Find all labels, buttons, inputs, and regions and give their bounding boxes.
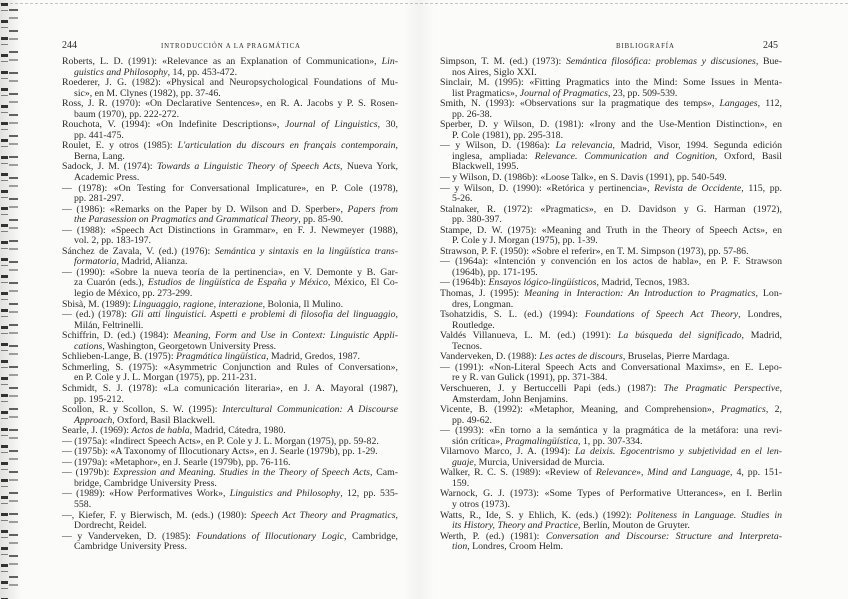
- entry-text: —, Kiefer, F. y Bierwisch, M. (eds.) (1980):: [62, 509, 251, 521]
- bibliography-entry: [62, 162, 398, 183]
- entry-italic-title: Semántica y sintaxis en la lingüística trans-: [214, 245, 398, 257]
- entry-text: Stalnaker, R. (1972): «Pragmatics», en D. Davidson y G. Harman (1972),: [440, 203, 782, 215]
- entry-italic-title: Politeness in Language. Studies in: [636, 509, 783, 521]
- entry-text: , Lon-: [755, 288, 782, 300]
- entry-text: — (1978): «On Testing for Conversational Implicature», en P. Cole (1978),: [62, 182, 398, 194]
- entry-text: , 30,: [377, 119, 398, 131]
- entry-text: , Oxford, Basil Blackwell.: [112, 414, 216, 426]
- bibliography-entry: [62, 57, 398, 78]
- entry-italic-title: Semántica filosófica: problemas y discusiones: [565, 56, 756, 67]
- bibliography-entry: [440, 141, 782, 173]
- entry-italic-title: Estudios de lingüística de España y México: [147, 277, 328, 289]
- entry-text: — (1991): «Non-Literal Speech Acts and Conversational Maxims», en E. Lepo-: [440, 361, 782, 373]
- bibliography-entry: [440, 57, 782, 78]
- entry-italic-title: its History, Theory and Practice: [452, 520, 578, 532]
- entry-text: , 2,: [765, 404, 783, 416]
- entry-italic-title: Les actes de discours: [539, 351, 623, 363]
- entry-italic-title: Relevance. Communication and Cognition: [534, 150, 715, 162]
- entry-italic-title: Foundations of Speech Act Theory: [584, 309, 739, 321]
- entry-text: »,: [636, 467, 648, 479]
- entry-text: 558.: [74, 498, 92, 510]
- entry-text: — (1975a): «Indirect Speech Acts», en P. Cole y J. L. Morgan (1975), pp. 59-82.: [62, 435, 379, 447]
- entry-italic-title: Papers from: [347, 203, 398, 215]
- page-number: 244: [62, 40, 77, 51]
- entry-text: 159.: [452, 477, 470, 489]
- entry-text: Werth, P. (ed.) (1981):: [440, 530, 546, 542]
- entry-text: , Bue-: [755, 56, 782, 67]
- entry-italic-title: L'articulation du discours en français contemporain: [177, 140, 396, 152]
- entry-italic-title: The Pragmatic Perspective: [663, 382, 780, 394]
- entry-text: — y Wilson, D. (1986a):: [440, 140, 556, 152]
- entry-italic-title: La relevancia: [555, 140, 613, 152]
- entry-text: — (1986): «Remarks on the Paper by D. Wilson and D. Sperber»,: [62, 203, 348, 215]
- entry-italic-title: Journal of Linguistics: [285, 119, 378, 131]
- entry-text: — (1979a): «Metaphor», en J. Searle (1979b), pp. 76-116.: [62, 456, 291, 468]
- entry-italic-title: Pragmalingüística: [505, 435, 578, 447]
- entry-text: Berna, Lang.: [74, 150, 125, 162]
- bibliography-entry: [440, 257, 782, 278]
- entry-text: , Madrid, Gredos, 1987.: [266, 351, 360, 363]
- bibliography-entry: [440, 426, 782, 447]
- entry-text: pp. 441-475.: [74, 129, 124, 141]
- entry-line: [440, 331, 782, 342]
- entry-text: 5-26.: [452, 193, 473, 205]
- entry-text: pp. 26-38.: [452, 108, 493, 120]
- entry-text: Stampe, D. W. (1975): «Meaning and Truth in the Theory of Speech Acts», en: [440, 224, 782, 236]
- bibliography-entry: [440, 78, 782, 99]
- entry-text: baum (1970), pp. 222-272.: [74, 108, 180, 120]
- binding-bleed-marks: [1, 0, 8, 599]
- entry-text: — (1979b):: [62, 467, 114, 479]
- entry-text: Amsterdam, John Benjamins.: [452, 393, 568, 405]
- entry-text: , Nueva York,: [340, 161, 398, 173]
- bibliography-entry: [62, 310, 398, 331]
- entry-line: [62, 542, 398, 553]
- entry-text: pp. 195-212.: [74, 393, 124, 405]
- entry-text: Schlieben-Lange, B. (1975):: [62, 351, 176, 363]
- bibliography-entry: [440, 226, 782, 247]
- entry-text: Rouchota, V. (1994): «On Indefinite Descriptions»,: [62, 119, 286, 131]
- entry-text: Routledge.: [452, 319, 495, 331]
- entry-text: inglesa, ampliada:: [452, 150, 535, 162]
- entry-text: nos Aires, Siglo XXI.: [452, 66, 537, 78]
- entry-text: , 14, pp. 453-472.: [167, 66, 238, 78]
- entry-text: — (1990): «Sobre la nueva teoría de la pertinencia», en V. Demonte y B. Gar-: [62, 266, 398, 278]
- entry-text: , Bruselas, Pierre Mardaga.: [622, 351, 730, 363]
- entry-text: pp. 281-297.: [74, 193, 124, 205]
- entry-text: , Murcia, Universidad de Murcia.: [473, 456, 605, 468]
- entry-text: — y Wilson, D. (1990): «Retórica y pertinencia»,: [440, 182, 655, 194]
- entry-text: Walker, R. C. S. (1989): «Review of: [440, 467, 596, 479]
- entry-text: Scollon, R. y Scollon, S. W. (1995):: [62, 404, 223, 416]
- page-number: 245: [763, 40, 778, 51]
- entry-text: legio de México, pp. 273-299.: [74, 288, 193, 300]
- entry-text: sión crítica»,: [452, 435, 506, 447]
- entry-text: ,: [395, 309, 398, 321]
- page-gutter: [404, 0, 434, 599]
- entry-italic-title: Langages: [719, 98, 758, 110]
- entry-text: Valdés Villanueva, L. M. (ed.) (1991):: [440, 330, 618, 342]
- bibliography-entry: [440, 532, 782, 553]
- entry-italic-title: Pragmática lingüística: [176, 351, 267, 363]
- binding-bleed-marks: [9, 4, 18, 594]
- entry-italic-title: La búsqueda del significado: [617, 330, 742, 342]
- bibliography-entry: [62, 205, 398, 226]
- entry-italic-title: formatoria: [74, 256, 117, 268]
- entry-italic-title: Meaning, Form and Use in Context: Linguistic Appli-: [173, 330, 398, 342]
- entry-text: Verschueren, J. y Bertuccelli Papi (eds.) (1987):: [440, 382, 664, 394]
- entry-text: Searle, J. (1969):: [62, 425, 132, 437]
- entry-text: Cambridge University Press.: [74, 541, 187, 553]
- entry-text: — y Wilson, D. (1986b): «Loose Talk», en S. Davis (1991), pp. 540-549.: [440, 172, 727, 184]
- bibliography-entry: [440, 310, 782, 331]
- entry-text: ,: [395, 509, 398, 521]
- bibliography-entry: [62, 363, 398, 384]
- entry-text: — (1975b): «A Taxonomy of Illocutionary Acts», en J. Searle (1979b), pp. 1-29.: [62, 446, 378, 458]
- bibliography-entry: [440, 331, 782, 352]
- bibliography-entry: [62, 99, 398, 120]
- entry-text: ,: [779, 382, 783, 394]
- bibliography-entry: [62, 141, 398, 162]
- entry-text: Strawson, P. F. (1950): «Sobre el referir», en T. M. Simpson (1973), pp. 57-86.: [440, 245, 749, 257]
- running-head: BIBLIOGRAFÍA: [616, 43, 675, 50]
- entry-text: — (1993): «En torno a la semántica y la pragmática de la metáfora: una revi-: [440, 425, 782, 437]
- entry-text: Vilarnovo Marco, J. A. (1994):: [440, 446, 575, 458]
- entry-italic-title: Pragmatics: [720, 404, 766, 416]
- entry-italic-title: Ensayos lógico-lingüísticos: [488, 277, 597, 289]
- entry-text: — (1988): «Speech Act Distinctions in Grammar», en F. J. Newmeyer (1988),: [62, 224, 398, 236]
- entry-text: Roberts, L. D. (1991): «Relevance as an Explanation of Communication»,: [62, 56, 382, 67]
- entry-text: Milán, Feltrinelli.: [74, 319, 144, 331]
- entry-text: P. Cole y J. Morgan (1975), pp. 1-39.: [452, 235, 598, 247]
- bibliography-entry: [62, 184, 398, 205]
- bibliography-entry: [62, 78, 398, 99]
- book-binding-shadow: [0, 0, 22, 599]
- right-page-bibliography: [440, 57, 782, 553]
- entry-text: Schmerling, S. (1975): «Asymmetric Conjunction and Rules of Conversation»,: [62, 361, 398, 373]
- entry-italic-title: Journal of Pragmatics: [519, 87, 608, 99]
- entry-text: Roulet, E. y otros (1985):: [62, 140, 178, 152]
- entry-text: — (1964a): «Intención y convención en los actos de habla», en P. F. Strawson: [440, 256, 782, 268]
- entry-text: dres, Longman.: [452, 298, 514, 310]
- entry-text: , Washington, Georgetown University Press.: [102, 340, 277, 352]
- entry-text: re y R. van Gulick (1991), pp. 371-384.: [452, 372, 608, 384]
- entry-text: Roederer, J. G. (1982): «Physical and Neuropsychological Foundations of Mu-: [62, 77, 398, 89]
- entry-text: , Londres,: [738, 309, 783, 321]
- bibliography-entry: [440, 363, 782, 384]
- entry-text: Tecnos.: [452, 340, 483, 352]
- entry-text: vol. 2, pp. 183-197.: [74, 235, 152, 247]
- bibliography-entry: [62, 489, 398, 510]
- bibliography-entry: [440, 99, 782, 120]
- bibliography-entry: [62, 384, 398, 405]
- entry-text: — (1964b):: [440, 277, 489, 289]
- entry-italic-title: Actos de habla: [131, 425, 190, 437]
- entry-italic-title: Revista de Occidente: [654, 182, 742, 194]
- entry-line: [440, 184, 782, 195]
- entry-text: Thomas, J. (1995):: [440, 288, 525, 300]
- entry-text: , Bolonia, Il Mulino.: [262, 298, 344, 310]
- bibliography-entry: [62, 247, 398, 268]
- bibliography-entry: [440, 511, 782, 532]
- entry-text: y otros (1973).: [452, 498, 510, 510]
- entry-text: , Cam-: [370, 467, 398, 479]
- entry-text: sic», en M. Clynes (1982), pp. 37-46.: [74, 87, 221, 99]
- entry-text: , pp. 85-90.: [298, 214, 344, 226]
- entry-text: Sperber, D. y Wilson, D. (1981): «Irony and the Use-Mention Distinction», en: [440, 119, 782, 131]
- entry-text: , 115, pp.: [741, 182, 782, 194]
- entry-text: Dordrecht, Reidel.: [74, 520, 147, 532]
- bibliography-entry: [440, 184, 782, 205]
- entry-text: , 4, pp. 151-: [730, 467, 783, 479]
- entry-italic-title: Intercultural Communication: A Discourse: [222, 404, 398, 416]
- entry-text: list Pragmatics»,: [452, 87, 520, 99]
- bibliography-entry: [440, 489, 782, 510]
- entry-text: , México, El Co-: [327, 277, 398, 289]
- entry-text: , 12, pp. 535-: [340, 488, 399, 500]
- entry-text: — y Vanderveken, D. (1985):: [62, 530, 197, 542]
- entry-text: en P. Cole y J. L. Morgan (1975), pp. 211-231.: [74, 372, 257, 384]
- entry-italic-title: Foundations of Illocutionary Logic: [196, 530, 344, 542]
- entry-italic-title: Conversation and Discourse: Structure and Interpreta-: [545, 530, 783, 542]
- bibliography-entry: [440, 120, 782, 141]
- entry-text: — (ed.) (1978):: [62, 309, 132, 321]
- entry-text: Warnock, G. J. (1973): «Some Types of Performative Utterances», en I. Berlin: [440, 488, 782, 500]
- entry-text: , Berlín, Mouton de Gruyter.: [578, 520, 690, 532]
- entry-italic-title: tion: [452, 541, 468, 553]
- entry-text: Academic Press.: [74, 172, 140, 184]
- entry-text: pp. 380-397.: [452, 214, 502, 226]
- bibliography-entry: [440, 205, 782, 226]
- entry-text: , Madrid,: [741, 330, 782, 342]
- entry-text: Sadock, J. M. (1974):: [62, 161, 157, 173]
- entry-text: Ross, J. R. (1970): «On Declarative Sentences», en R. A. Jacobs y P. S. Rosen-: [62, 98, 398, 110]
- entry-text: , Cambridge,: [343, 530, 399, 542]
- bibliography-entry: [440, 384, 782, 405]
- entry-italic-title: Mind and Language: [647, 467, 730, 479]
- entry-text: Schmidt, S. J. (1978): «La comunicación literaria», en J. A. Mayoral (1987),: [62, 382, 398, 394]
- entry-italic-title: the Parasession on Pragmatics and Grammatical Theory: [74, 214, 299, 226]
- entry-italic-title: Expression and Meaning. Studies in the Theory of Speech Acts: [113, 467, 370, 479]
- bibliography-entry: [62, 226, 398, 247]
- entry-text: , Madrid, Visor, 1994. Segunda edición: [612, 140, 782, 152]
- entry-text: Schiffrin, D. (ed.) (1984):: [62, 330, 174, 342]
- entry-text: Watts, R., Ide, S. y Ehlich, K. (eds.) (1992):: [440, 509, 637, 521]
- bibliography-entry: [440, 468, 782, 489]
- bibliography-entry: [440, 447, 782, 468]
- left-page-bibliography: [62, 57, 398, 553]
- entry-text: , Oxford, Basil: [714, 150, 782, 162]
- entry-text: bridge, Cambridge University Press.: [74, 477, 217, 489]
- entry-text: pp. 49-62.: [452, 414, 493, 426]
- entry-text: , Madrid, Tecnos, 1983.: [596, 277, 690, 289]
- bibliography-entry: [62, 405, 398, 426]
- entry-text: (1964b), pp. 171-195.: [452, 266, 538, 278]
- entry-text: Blackwell, 1995.: [452, 161, 519, 173]
- bibliography-entry: [62, 120, 398, 141]
- bibliography-entry: [440, 289, 782, 310]
- entry-text: , Madrid, Alianza.: [116, 256, 188, 268]
- entry-text: , 112,: [757, 98, 782, 110]
- entry-italic-title: Gli atti linguistici. Aspetti e problemi di filosofia del linguaggio: [131, 309, 396, 321]
- entry-italic-title: Relevance: [595, 467, 637, 479]
- bibliography-entry: [62, 532, 398, 553]
- bibliography-entry: [62, 511, 398, 532]
- entry-italic-title: guistics and Philosophy: [74, 66, 168, 78]
- entry-text: , Madrid, Cátedra, 1980.: [189, 425, 286, 437]
- entry-italic-title: Linguistics and Philosophy: [229, 488, 341, 500]
- entry-text: — (1989): «How Performatives Work»,: [62, 488, 230, 500]
- entry-line: [440, 468, 782, 479]
- entry-text: za Cuarón (eds.),: [74, 277, 148, 289]
- entry-italic-title: Lin-: [381, 56, 398, 67]
- entry-text: , 23, pp. 509-539.: [607, 87, 678, 99]
- entry-italic-title: Towards a Linguistic Theory of Speech Acts: [156, 161, 341, 173]
- entry-italic-title: Meaning in Interaction: An Introduction to Pragmatics: [524, 288, 756, 300]
- entry-text: Sinclair, M. (1995): «Fitting Pragmatics into the Mind: Some Issues in Menta-: [440, 77, 782, 89]
- entry-italic-title: Linguaggio, ragione, interazione: [133, 298, 263, 310]
- entry-text: , 1, pp. 307-334.: [578, 435, 643, 447]
- entry-text: Vanderveken, D. (1988):: [440, 351, 540, 363]
- bibliography-entry: [62, 331, 398, 352]
- entry-italic-title: cations: [74, 340, 103, 352]
- entry-text: Sánchez de Zavala, V. (ed.) (1976):: [62, 245, 215, 257]
- entry-line: [62, 489, 398, 500]
- entry-text: P. Cole (1981), pp. 295-318.: [452, 129, 564, 141]
- entry-text: Tsohatzidis, S. L. (ed.) (1994):: [440, 309, 585, 321]
- entry-text: Vicente, B. (1992): «Metaphor, Meaning, and Comprehension»,: [440, 404, 721, 416]
- entry-italic-title: La deixis. Egocentrismo y subjetividad en el len-: [574, 446, 783, 458]
- entry-text: , Londres, Croom Helm.: [467, 541, 564, 553]
- entry-text: Simpson, T. M. (ed.) (1973):: [440, 56, 566, 67]
- bibliography-entry: [62, 468, 398, 489]
- running-head: INTRODUCCIÓN A LA PRAGMÁTICA: [161, 43, 301, 50]
- entry-italic-title: Approach: [74, 414, 113, 426]
- bibliography-entry: [62, 268, 398, 300]
- entry-text: Sbisà, M. (1989):: [62, 298, 134, 310]
- entry-text: Smith, N. (1993): «Observations sur la pragmatique des temps»,: [440, 98, 720, 110]
- entry-italic-title: guaje: [452, 456, 474, 468]
- entry-line: [440, 542, 782, 553]
- entry-text: ,: [395, 140, 398, 152]
- bibliography-entry: [440, 405, 782, 426]
- entry-italic-title: Speech Act Theory and Pragmatics: [250, 509, 396, 521]
